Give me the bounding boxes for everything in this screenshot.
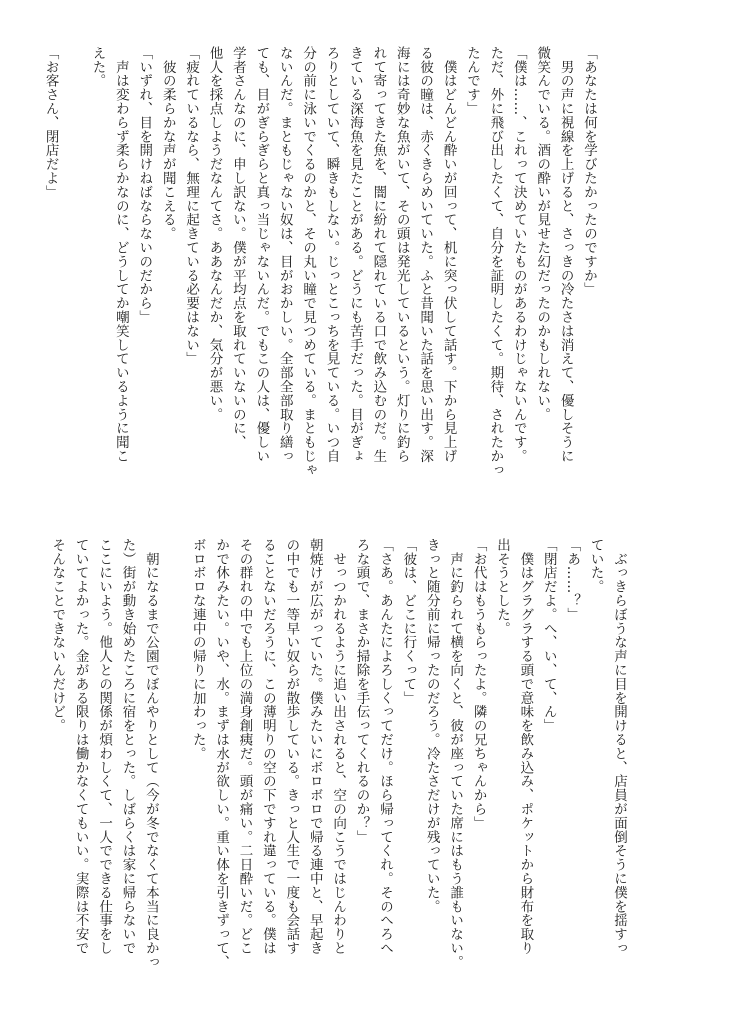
text-line: そんなことできないんだけど。 (49, 538, 66, 733)
text-line: 朝焼けが広がっていた。僕みたいにボロボロで帰る連中と、早起き (306, 538, 323, 955)
text-line: ていた。 (587, 538, 604, 594)
text-line: ボロボロな連中の帰りに加わった。 (189, 538, 206, 761)
text-line: 彼の柔らかな声が聞こえる。 (159, 46, 176, 241)
text-line: ていてよかった。金がある限りは働かなくてもいい。実際は不安で (72, 538, 89, 955)
text-line: 「彼は、どこに行くって」 (400, 538, 417, 705)
blank-line (162, 538, 185, 978)
text-line: 声は変わらず柔らかなのに、どうしてか嘲笑しているように聞こ (112, 46, 129, 463)
text-line: せっつかれるように追い出されると、空の向こうではじんわりと (330, 538, 347, 955)
text-line: ここにいよう。他人との関係が煩わしくて、一人でできる仕事をし (96, 538, 113, 955)
text-line: その群れの中でも上位の満身創痍だ。頭が痛い。二日酔いだ。どこ (236, 538, 253, 955)
blank-line (62, 46, 85, 496)
text-line: ぶっきらぼうな声に目を開けると、店員が面倒そうに僕を揺すっ (611, 538, 627, 955)
text-line: ることないだろうに、この薄明りの空の下ですれ違っている。僕は (259, 538, 276, 955)
text-line: の中でも一等早い奴らが散歩している。きっと人生で一度も会話す (283, 538, 300, 955)
text-line: ても、目がぎらぎらと真っ当じゃないんだ。でもこの人は、優しい (253, 46, 270, 463)
text-line: 「あ……？」 (564, 538, 581, 622)
text-line: 男の声に視線を上げると、さっきの冷たさは消えて、優しそうに (557, 46, 574, 463)
text-line: たんです」 (463, 46, 480, 116)
text-line: 「僕は……、これって決めていたものがあるわけじゃないんです。 (510, 46, 527, 463)
text-line: きっと随分前に帰ったのだろう。冷たさだけが残っていた。 (423, 538, 440, 914)
text-line: きている深海魚を見たことがある。どうにも苦手だった。目がぎょ (346, 46, 363, 463)
text-line: 「いずれ、目を開けねばならないのだから」 (136, 46, 153, 324)
text-line: 僕はどんどん酔いが回って、机に突っ伏して話す。下から見上げ (440, 46, 457, 463)
text-line: 僕はグラグラする頭で意味を飲み込み、ポケットから財布を取り (517, 538, 534, 955)
text-line: 学者さんなのに、申し訳ない。僕が平均点を取れていないのに、 (229, 46, 246, 450)
text-line: えた。 (89, 46, 106, 88)
text-line: ろな頭で、まさか掃除を手伝ってくれるのか？」 (353, 538, 370, 844)
text-line: 「疲れているなら、無理に起きている必要はない」 (183, 46, 200, 366)
text-line: 声に釣られて横を向くと、彼が座っていた席にはもう誰もいない。 (447, 538, 464, 969)
text-line: 朝になるまで公園でぼんやりとして（今が冬でなくて本当に良かっ (142, 538, 159, 969)
text-line: れて寄ってきた魚を、闇に紛れて隠れている口で飲み込むのだ。生 (370, 46, 387, 463)
lower-text-column (49, 538, 630, 978)
text-line: 「さあ。あんたによろしくってだけ。ほら帰ってくれ。そのへろへ (376, 538, 393, 955)
text-line: 「お客さん、閉店だよ」 (42, 46, 59, 199)
text-line: る彼の瞳は、赤くきらめいていた。ふと昔聞いた話を思い出す。深 (417, 46, 434, 463)
text-line: 他人を採点しようだなんてさ。ああなんだか、気分が悪い。 (206, 46, 223, 422)
text-line: た）街が動き始めたころに宿をとった。しばらくは家に帰らないで (119, 538, 136, 955)
text-line: 「お代はもうもらったよ。隣の兄ちゃんから」 (470, 538, 487, 830)
text-line: ないんだ。まともじゃない奴は、目がおかしい。全部全部取り繕っ (276, 46, 293, 463)
text-line: 海には奇妙な魚がいて、その頭は発光しているという。灯りに釣ら (393, 46, 410, 463)
upper-text-column (42, 46, 600, 496)
text-line: 分の前に泳いでくるのかと、その丸い瞳で見つめている。まともじゃ (300, 46, 317, 477)
text-line: 「あなたは何を学びたかったのですか」 (581, 46, 597, 297)
text-line: 微笑んでいる。酒の酔いが見せた幻だったのかもしれない。 (534, 46, 551, 422)
text-line: かで休みたい。いや、水。まずは水が欲しい。重い体を引きずって、 (213, 538, 230, 969)
text-line: 出そうとした。 (493, 538, 510, 636)
text-line: ただ、外に飛び出したくて、自分を証明したくて。期待、されたかっ (487, 46, 504, 477)
text-line: ろりとしていて、瞬きもしない。じっとこっちを見ている。いつ自 (323, 46, 340, 463)
text-line: 「閉店だよ。へ、い、て、ん」 (540, 538, 557, 733)
